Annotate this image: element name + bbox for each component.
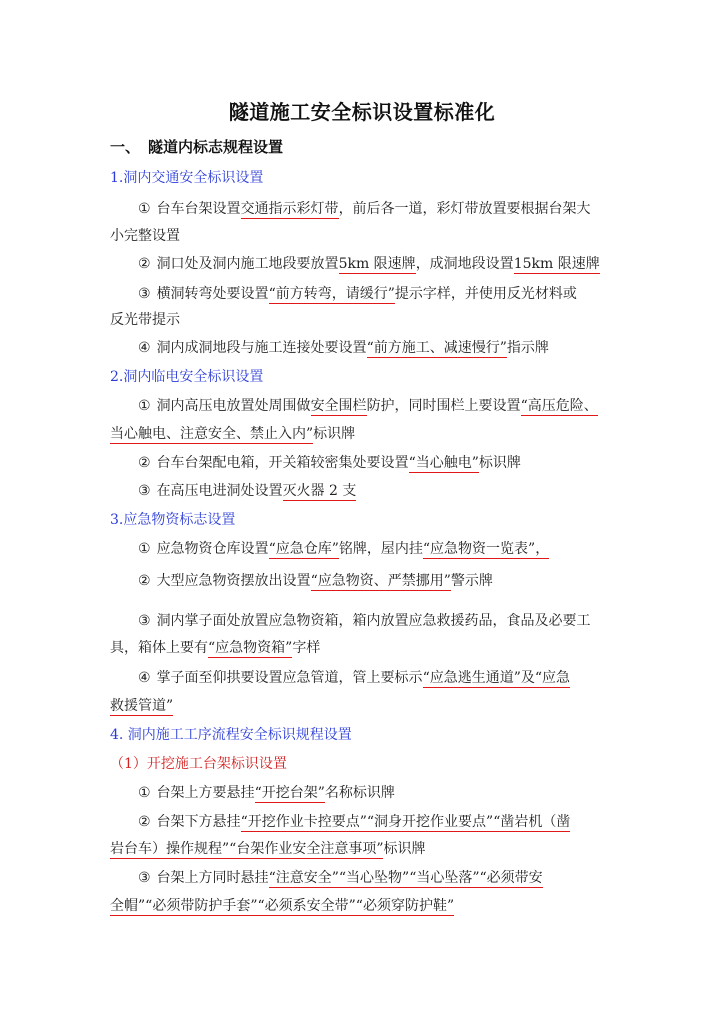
item-text: 台架上方要悬挂 <box>156 785 255 801</box>
list-item <box>138 338 618 358</box>
item-text: 警示牌 <box>450 573 493 589</box>
item-marker: ④ <box>138 340 151 356</box>
underlined-text: 全帽”“必须带防护手套”“必须系安全带”“必须穿防护鞋” <box>110 898 455 914</box>
underlined-text: 当心触电、注意安全、禁止入内” <box>110 426 314 442</box>
underlined-text: “注意安全”“当心坠物”“当心坠落”“必须带安 <box>268 870 543 886</box>
document-title: 隧道施工安全标识设置标准化 <box>228 100 496 124</box>
list-item <box>138 539 618 559</box>
item-marker: ③ <box>138 870 151 886</box>
item-text: 在高压电进洞处设置 <box>156 483 283 499</box>
item-text: 台车台架设置 <box>156 201 241 217</box>
item-text: 掌子面至仰拱要设置应急管道，管上要标示 <box>156 670 423 686</box>
subsection-title: 4. 洞内施工工序流程安全标识规程设置 <box>110 727 352 743</box>
list-item-continuation: 反光带提示 <box>110 312 180 328</box>
item-text: 洞内高压电放置处周围做 <box>156 398 311 414</box>
subsection-title: 1.洞内交通安全标识设置 <box>110 170 264 186</box>
item-text: ，成洞地段设置 <box>415 256 514 272</box>
underlined-text: 5km 限速牌 <box>338 256 416 272</box>
sub-subsection-title: （1）开挖施工台架标识设置 <box>110 756 287 772</box>
item-marker: ④ <box>138 670 151 686</box>
list-item-continuation <box>110 896 630 916</box>
item-text: 防护，同时围栏上要设置 <box>366 398 521 414</box>
item-marker: ② <box>138 814 151 830</box>
underlined-text: 救援管道” <box>110 698 174 714</box>
item-text: 指示牌 <box>506 340 549 356</box>
item-marker: ① <box>138 201 151 217</box>
item-text: 提示字样，并使用反光材料或 <box>394 286 577 302</box>
underlined-text: “前方转弯，请缓行” <box>268 286 395 302</box>
item-text: 标识牌 <box>383 841 426 857</box>
underlined-text: “前方施工、减速慢行” <box>366 340 507 356</box>
underlined-text: “开挖作业卡控要点”“洞身开挖作业要点”“凿岩机（凿 <box>240 814 571 830</box>
list-item-continuation: 小完整设置 <box>110 228 180 244</box>
item-text: ，前后各一道，彩灯带放置要根据台架大 <box>338 201 591 217</box>
list-item <box>138 199 618 219</box>
list-item <box>138 396 618 416</box>
item-text: 名称标识牌 <box>324 785 395 801</box>
item-text: 铭牌，屋内挂 <box>338 541 423 557</box>
item-marker: ② <box>138 455 151 471</box>
item-marker: ① <box>138 398 151 414</box>
heading-text: 隧道内标志规程设置 <box>148 138 284 156</box>
item-marker: ③ <box>138 483 151 499</box>
section-heading <box>110 136 283 157</box>
item-text: 台架上方同时悬挂 <box>156 870 269 886</box>
item-text: 具，箱体上要有 <box>110 640 208 656</box>
subsection-title: 2.洞内临电安全标识设置 <box>110 369 264 385</box>
item-marker: ① <box>138 785 151 801</box>
list-item <box>138 611 618 631</box>
underlined-text: 灭火器 2 支 <box>282 483 357 499</box>
underlined-text: “应急物资箱” <box>208 640 293 656</box>
underlined-text: “开挖台架” <box>254 785 325 801</box>
list-item <box>138 284 618 304</box>
item-text: 台车台架配电箱，开关箱较密集处要设置 <box>156 455 409 471</box>
list-item-continuation <box>110 424 630 444</box>
list-item <box>138 668 618 688</box>
item-marker: ③ <box>138 286 151 302</box>
item-marker: ③ <box>138 613 151 629</box>
underlined-text: “应急仓库” <box>268 541 339 557</box>
underlined-text: 安全围栏 <box>310 398 367 414</box>
item-marker: ② <box>138 573 151 589</box>
item-text: 横洞转弯处要设置 <box>156 286 269 302</box>
item-text: 洞内掌子面处放置应急物资箱，箱内放置应急救援药品，食品及必要工 <box>156 613 591 629</box>
item-text: 大型应急物资摆放出设置 <box>156 573 311 589</box>
underlined-text: 岩台车）操作规程”“台架作业安全注意事项” <box>110 841 384 857</box>
list-item <box>138 254 618 274</box>
list-item-continuation <box>110 696 630 716</box>
list-item <box>138 481 618 501</box>
item-text: 标识牌 <box>478 455 521 471</box>
underlined-text: “当心触电” <box>408 455 479 471</box>
subsection-title: 3.应急物资标志设置 <box>110 512 236 528</box>
underlined-text: 15km 限速牌 <box>513 256 600 272</box>
list-item <box>138 868 618 888</box>
item-text: 台架下方悬挂 <box>156 814 241 830</box>
list-item-continuation <box>110 638 630 658</box>
list-item <box>138 453 618 473</box>
item-text: 字样 <box>292 640 321 656</box>
underlined-text: “应急逃生通道”及“应急 <box>422 670 571 686</box>
item-marker: ① <box>138 541 151 557</box>
item-text: 标识牌 <box>313 426 356 442</box>
underlined-text: “应急物资、严禁挪用” <box>310 573 451 589</box>
underlined-text: 交通指示彩灯带 <box>240 201 339 217</box>
item-text: 洞口处及洞内施工地段要放置 <box>156 256 339 272</box>
item-text: 洞内成洞地段与施工连接处要设置 <box>156 340 367 356</box>
heading-number: 一、 <box>110 138 141 156</box>
item-text: 应急物资仓库设置 <box>156 541 269 557</box>
item-marker: ② <box>138 256 151 272</box>
underlined-text: “应急物资一览表”， <box>422 541 550 557</box>
list-item <box>138 812 618 832</box>
list-item <box>138 571 618 591</box>
list-item <box>138 783 618 803</box>
list-item-continuation <box>110 839 630 859</box>
underlined-text: “高压危险、 <box>520 398 598 414</box>
